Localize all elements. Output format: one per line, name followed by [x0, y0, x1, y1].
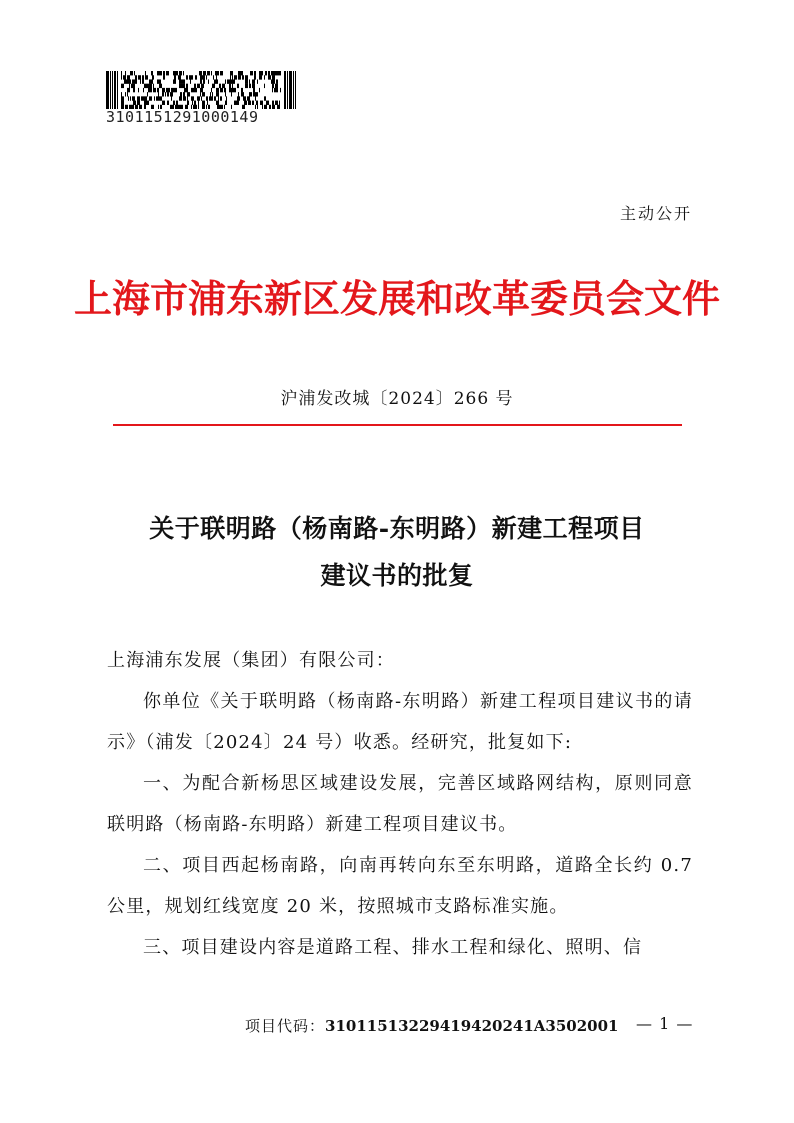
- project-code-label: 项目代码：: [245, 1017, 326, 1035]
- project-code: [245, 1015, 618, 1036]
- document-number: 沪浦发改城〔2024〕266 号: [280, 389, 514, 409]
- barcode-image: [106, 71, 296, 109]
- issuing-organization-title: 上海市浦东新区发展和改革委员会文件: [73, 276, 720, 321]
- project-code-value: 31011513229419420241A3502001: [325, 1017, 619, 1035]
- document-title-line-1: 关于联明路（杨南路-东明路）新建工程项目: [149, 514, 645, 543]
- body-paragraph: 一、为配合新杨思区域建设发展，完善区域路网结构，原则同意联明路（杨南路-东明路）新建工程项目建议书。: [107, 773, 693, 835]
- red-divider-line: [113, 424, 682, 426]
- body-paragraph: 你单位《关于联明路（杨南路-东明路）新建工程项目建议书的请示》（浦发〔2024〕24 号）收悉。经研究，批复如下:: [107, 691, 693, 753]
- document-title: [80, 505, 714, 599]
- page-number: — 1 —: [636, 1014, 694, 1033]
- barcode-number: 3101151291000149: [106, 108, 259, 126]
- disclosure-label: 主动公开: [619, 204, 692, 223]
- body-paragraph: 三、项目建设内容是道路工程、排水工程和绿化、照明、信: [143, 937, 643, 958]
- salutation: 上海浦东发展（集团）有限公司：: [107, 650, 395, 671]
- document-title-line-2: 建议书的批复: [320, 561, 474, 590]
- body-paragraph: 二、项目西起杨南路，向南再转向东至东明路，道路全长约 0.7 公里，规划红线宽度 20 米，按照城市支路标准实施。: [107, 855, 693, 917]
